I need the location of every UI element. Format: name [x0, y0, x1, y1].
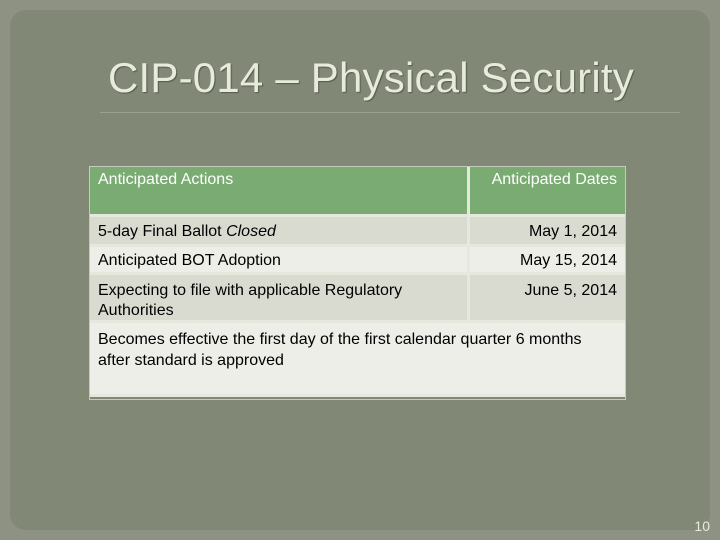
- title-divider: [100, 112, 680, 113]
- schedule-table: [90, 167, 625, 397]
- page-number: 10: [694, 518, 710, 534]
- table-row: [90, 247, 625, 275]
- date-cell: May 15, 2014: [470, 247, 625, 275]
- table-row: [90, 217, 625, 247]
- action-cell: Expecting to file with applicable Regulatory Authorities: [90, 275, 470, 323]
- date-cell: May 1, 2014: [470, 217, 625, 247]
- action-cell: [90, 217, 470, 247]
- header-dates: Anticipated Dates: [470, 167, 625, 217]
- header-actions: Anticipated Actions: [90, 167, 470, 217]
- table-row: [90, 275, 625, 323]
- action-emphasis: Closed: [226, 223, 276, 240]
- note-cell: Becomes effective the first day of the first calendar quarter 6 months after standard is approved: [90, 323, 625, 397]
- slide-title: CIP-014 – Physical Security: [108, 54, 634, 101]
- date-cell: June 5, 2014: [470, 275, 625, 323]
- table-header-row: [90, 167, 625, 217]
- table-row: [90, 323, 625, 397]
- action-text: 5-day Final Ballot: [98, 223, 227, 240]
- action-cell: Anticipated BOT Adoption: [90, 247, 470, 275]
